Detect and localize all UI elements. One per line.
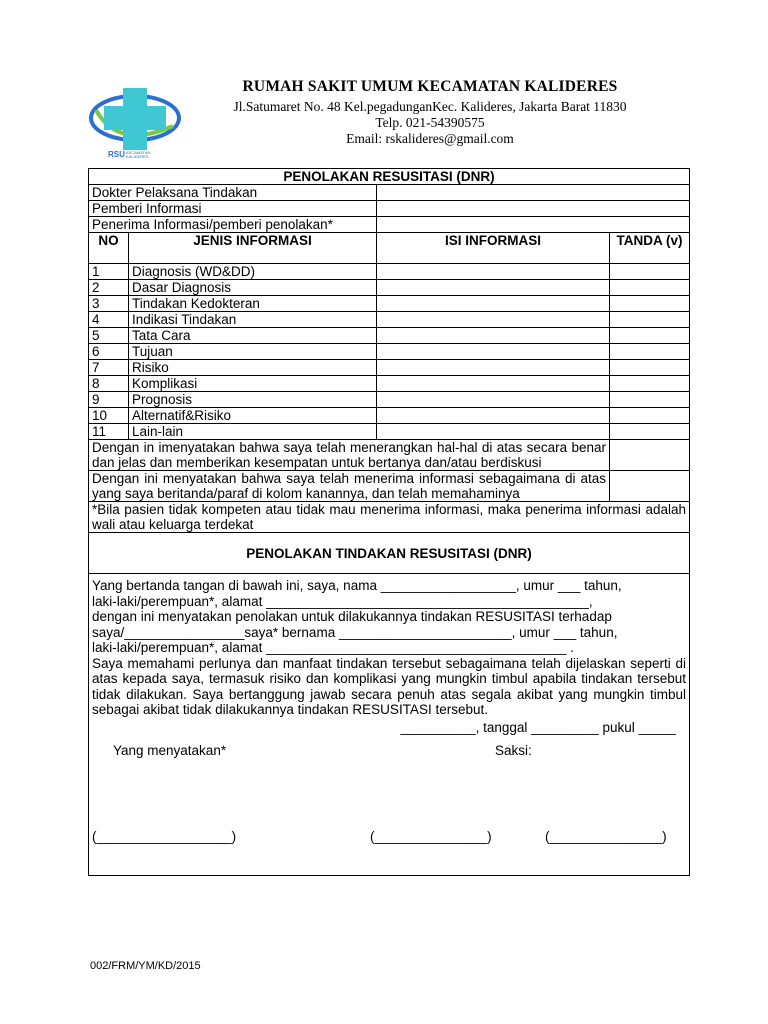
refusal-line-4: saya/________________saya* bernama _______________________, umur ___ tahun, (92, 624, 618, 640)
statement-penerima: Dengan ini menyatakan bahwa saya telah menerima informasi sebagaimana di atas yang saya beritanda/paraf di kolom kanannya, dan telah memahaminya (89, 471, 610, 502)
letterhead (0, 70, 768, 170)
statement-pemberi: Dengan in imenyatakan bahwa saya telah menerangkan hal-hal di atas secara benar dan jelas dan memberikan kesempatan untuk bertanya dan/atau berdiskusi (89, 440, 610, 471)
item-isi-cell[interactable] (377, 312, 610, 328)
hospital-phone: Telp. 021-54390575 (375, 115, 485, 130)
item-no: 11 (89, 424, 129, 440)
refusal-line-2: laki-laki/perempuan*, alamat ___________________________________________, (92, 593, 593, 609)
table-row (89, 424, 690, 440)
witness-label: Saksi: (495, 743, 532, 758)
statement-penerima-sign[interactable] (610, 471, 690, 502)
item-no: 6 (89, 344, 129, 360)
date-line: __________, tanggal _________ pukul _____ (400, 719, 677, 735)
column-header-no: NO (89, 233, 129, 264)
table-row (89, 328, 690, 344)
info-value-pemberi[interactable] (377, 201, 690, 217)
table-row (89, 408, 690, 424)
info-value-dokter[interactable] (377, 185, 690, 201)
item-tanda-cell[interactable] (610, 424, 690, 440)
item-isi-cell[interactable] (377, 360, 610, 376)
hospital-logo (88, 80, 184, 162)
item-isi-cell[interactable] (377, 328, 610, 344)
refusal-paragraph: Saya memahami perlunya dan manfaat tindakan tersebut sebagaimana telah dijelaskan seperti di atas kepada saya, termasuk risiko dan komplikasi yang mungkin timbul apabila tindakan tersebut tidak dilakukan. Saya bertanggung jawab secara penuh atas segala akibat yang mungkin timbul sebagai akibat tidak dilakukannya tindakan RESUSITASI tersebut. (92, 655, 687, 717)
item-jenis: Komplikasi (129, 376, 377, 392)
refusal-line-1: Yang bertanda tangan di bawah ini, saya, nama __________________, umur ___ tahun, (92, 578, 622, 593)
table-row (89, 360, 690, 376)
column-header-jenis: JENIS INFORMASI (129, 233, 377, 264)
refusal-line-3: dengan ini menyatakan penolakan untuk dilakukannya tindakan RESUSITASI terhadap (92, 609, 612, 624)
table-row (89, 296, 690, 312)
table-row (89, 376, 690, 392)
table-row (89, 264, 690, 280)
table-row (89, 392, 690, 408)
column-header-tanda: TANDA (v) (610, 233, 690, 264)
item-isi-cell[interactable] (377, 392, 610, 408)
item-jenis: Indikasi Tindakan (129, 312, 377, 328)
form-code: 002/FRM/YM/KD/2015 (90, 960, 201, 972)
signature-area (89, 735, 689, 875)
item-isi-cell[interactable] (377, 376, 610, 392)
item-jenis: Tindakan Kedokteran (129, 296, 377, 312)
item-no: 8 (89, 376, 129, 392)
item-jenis: Prognosis (129, 392, 377, 408)
item-no: 9 (89, 392, 129, 408)
item-no: 3 (89, 296, 129, 312)
item-tanda-cell[interactable] (610, 312, 690, 328)
hospital-address: Jl.Satumaret No. 48 Kel.pegadunganKec. Kalideres, Jakarta Barat 11830 (233, 99, 627, 114)
item-isi-cell[interactable] (377, 344, 610, 360)
signer-signature-line[interactable]: (__________________) (92, 829, 237, 844)
info-items (89, 264, 690, 440)
witness-2-signature-line[interactable]: (_______________) (545, 829, 667, 844)
item-no: 7 (89, 360, 129, 376)
info-row-penerima: Penerima Informasi/pemberi penolakan* (89, 217, 377, 233)
table-row (89, 344, 690, 360)
item-isi-cell[interactable] (377, 296, 610, 312)
item-isi-cell[interactable] (377, 424, 610, 440)
item-jenis: Risiko (129, 360, 377, 376)
form-title: PENOLAKAN RESUSITASI (DNR) (89, 169, 690, 185)
item-tanda-cell[interactable] (610, 392, 690, 408)
hospital-email: Email: rskalideres@gmail.com (346, 131, 514, 146)
item-tanda-cell[interactable] (610, 344, 690, 360)
item-no: 5 (89, 328, 129, 344)
item-jenis: Alternatif&Risiko (129, 408, 377, 424)
item-tanda-cell[interactable] (610, 328, 690, 344)
item-tanda-cell[interactable] (610, 280, 690, 296)
item-no: 1 (89, 264, 129, 280)
item-tanda-cell[interactable] (610, 296, 690, 312)
item-tanda-cell[interactable] (610, 264, 690, 280)
logo-text: RSU (108, 150, 125, 159)
item-tanda-cell[interactable] (610, 408, 690, 424)
info-value-penerima[interactable] (377, 217, 690, 233)
item-jenis: Tata Cara (129, 328, 377, 344)
item-jenis: Lain-lain (129, 424, 377, 440)
item-jenis: Diagnosis (WD&DD) (129, 264, 377, 280)
item-isi-cell[interactable] (377, 408, 610, 424)
info-row-pemberi: Pemberi Informasi (89, 201, 377, 217)
table-row (89, 312, 690, 328)
refusal-line-5: laki-laki/perempuan*, alamat ________________________________________ . (92, 640, 574, 655)
item-tanda-cell[interactable] (610, 376, 690, 392)
hospital-name: RUMAH SAKIT UMUM KECAMATAN KALIDERES (242, 78, 618, 95)
refusal-title: PENOLAKAN TINDAKAN RESUSITASI (DNR) (89, 533, 690, 574)
item-no: 10 (89, 408, 129, 424)
item-tanda-cell[interactable] (610, 360, 690, 376)
item-no: 2 (89, 280, 129, 296)
dnr-form-table (88, 168, 690, 876)
statement-pemberi-sign[interactable] (610, 440, 690, 471)
item-isi-cell[interactable] (377, 280, 610, 296)
logo-subtext: KECAMATAN KALIDERES (126, 150, 151, 159)
table-row (89, 280, 690, 296)
item-jenis: Dasar Diagnosis (129, 280, 377, 296)
item-no: 4 (89, 312, 129, 328)
refusal-statement (89, 574, 689, 735)
column-header-isi: ISI INFORMASI (377, 233, 610, 264)
witness-1-signature-line[interactable]: (_______________) (370, 829, 492, 844)
item-isi-cell[interactable] (377, 264, 610, 280)
item-jenis: Tujuan (129, 344, 377, 360)
signer-label: Yang menyatakan* (113, 743, 227, 758)
form-note: *Bila pasien tidak kompeten atau tidak mau menerima informasi, maka penerima informasi adalah wali atau keluarga terdekat (89, 502, 690, 533)
info-row-dokter: Dokter Pelaksana Tindakan (89, 185, 377, 201)
